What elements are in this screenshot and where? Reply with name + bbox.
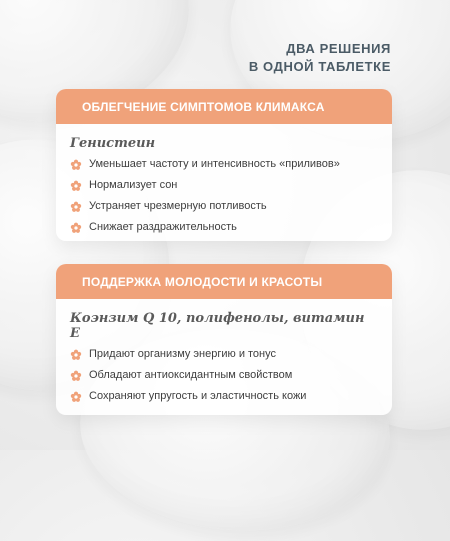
list-item bbox=[70, 348, 378, 361]
benefit-card-youth bbox=[56, 264, 392, 415]
flower-icon bbox=[70, 201, 82, 213]
card-body bbox=[56, 124, 392, 234]
flower-icon bbox=[70, 222, 82, 234]
list-item-text: Придают организму энергию и тонус bbox=[89, 348, 277, 360]
list-item bbox=[70, 200, 378, 213]
flower-icon bbox=[70, 370, 82, 382]
list-item-text: Устраняет чрезмерную потливость bbox=[89, 200, 267, 212]
card-subtitle: Коэнзим Q 10, полифенолы, витамин Е bbox=[70, 311, 365, 341]
list-item bbox=[70, 221, 378, 234]
list-item-text: Сохраняют упругость и эластичность кожи bbox=[89, 390, 307, 402]
list-item bbox=[70, 369, 378, 382]
list-item-text: Нормализует сон bbox=[89, 179, 178, 191]
list-item bbox=[70, 158, 378, 171]
benefit-card-menopause bbox=[56, 89, 392, 241]
flower-icon bbox=[70, 349, 82, 361]
card-body bbox=[56, 299, 392, 403]
list-item bbox=[70, 179, 378, 192]
list-item-text: Снижает раздражительность bbox=[89, 221, 237, 233]
flower-icon bbox=[70, 180, 82, 192]
headline bbox=[249, 40, 391, 76]
headline-line-2: В ОДНОЙ ТАБЛЕТКЕ bbox=[248, 59, 391, 74]
list-item-text: Обладают антиоксидантным свойством bbox=[89, 369, 293, 381]
card-subtitle: Генистеин bbox=[70, 136, 156, 151]
headline-line-1: ДВА РЕШЕНИЯ bbox=[286, 41, 391, 56]
list-item-text: Уменьшает частоту и интенсивность «приливов» bbox=[89, 158, 340, 170]
list-item bbox=[70, 390, 378, 403]
card-header: ПОДДЕРЖКА МОЛОДОСТИ И КРАСОТЫ bbox=[56, 264, 392, 299]
flower-icon bbox=[70, 159, 82, 171]
flower-icon bbox=[70, 391, 82, 403]
card-header: ОБЛЕГЧЕНИЕ СИМПТОМОВ КЛИМАКСА bbox=[56, 89, 392, 124]
